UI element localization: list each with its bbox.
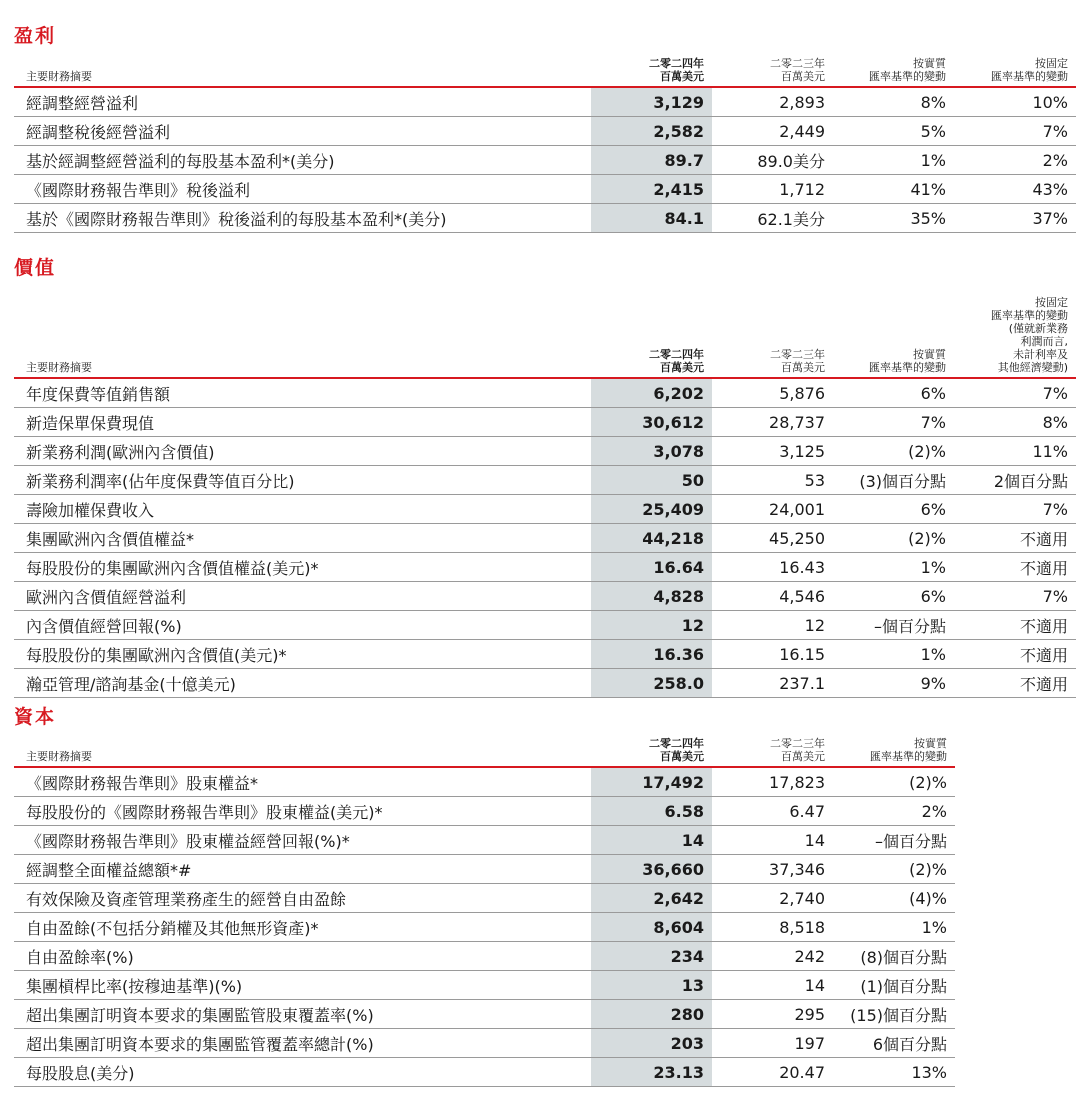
column-header-constant-rate: 按固定 匯率基準的變動 [991,57,1068,83]
table-row [14,855,955,884]
change-actual-rate: (3)個百分點 [833,466,954,495]
table-row [14,553,1076,582]
change-constant-rate: 不適用 [954,524,1076,553]
value-2024: 13 [591,971,712,1000]
value-2023: 20.47 [712,1058,833,1087]
table-row [14,87,1076,117]
change-actual-rate: 1% [833,553,954,582]
table-row [14,408,1076,437]
table-row [14,611,1076,640]
change-actual-rate: 7% [833,408,954,437]
change-actual-rate: 35% [833,204,954,233]
value-2024: 2,582 [591,117,712,146]
change-constant-rate: 10% [954,87,1076,117]
table-row [14,1058,955,1087]
value-2024: 3,078 [591,437,712,466]
value-2023: 12 [712,611,833,640]
row-label: 內含價值經營回報(%) [14,611,591,640]
row-label: 《國際財務報告準則》股東權益* [14,767,591,797]
value-2024: 36,660 [591,855,712,884]
change-actual-rate: 1% [833,146,954,175]
table-row [14,1000,955,1029]
change-actual-rate: 1% [833,640,954,669]
row-label: 經調整全面權益總額*# [14,855,591,884]
row-label: 每股股份的集團歐洲內含價值(美元)* [14,640,591,669]
row-label: 新業務利潤率(佔年度保費等值百分比) [14,466,591,495]
value-2024: 4,828 [591,582,712,611]
table-row [14,913,955,942]
change-actual-rate: (2)% [833,767,955,797]
table-row [14,826,955,855]
value-2023: 1,712 [712,175,833,204]
change-constant-rate: 2個百分點 [954,466,1076,495]
column-header-actual-rate: 按實質 匯率基準的變動 [869,348,946,374]
value-2023: 28,737 [712,408,833,437]
row-label: 自由盈餘(不包括分銷權及其他無形資產)* [14,913,591,942]
value-2023: 2,893 [712,87,833,117]
value-2023: 37,346 [712,855,833,884]
row-label: 壽險加權保費收入 [14,495,591,524]
column-header-actual-rate: 按實質 匯率基準的變動 [870,737,947,763]
column-header-2024: 二零二四年 百萬美元 [649,57,704,83]
row-label: 每股股份的集團歐洲內含價值權益(美元)* [14,553,591,582]
value-2023: 14 [712,826,833,855]
table-row [14,1029,955,1058]
value-2023: 2,740 [712,884,833,913]
table-row [14,437,1076,466]
change-actual-rate: (8)個百分點 [833,942,955,971]
value-table [14,282,1076,698]
value-2024: 12 [591,611,712,640]
change-actual-rate: 9% [833,669,954,698]
table-row [14,204,1076,233]
table-row [14,117,1076,146]
value-2023: 45,250 [712,524,833,553]
row-label: 《國際財務報告準則》稅後溢利 [14,175,591,204]
table-row [14,582,1076,611]
row-label: 經調整經營溢利 [14,87,591,117]
profit-table [14,50,1076,233]
column-header-label: 主要財務摘要 [26,361,92,374]
section-title-value: 價值 [14,257,57,279]
value-2024: 258.0 [591,669,712,698]
row-label: 年度保費等值銷售額 [14,378,591,408]
change-constant-rate: 8% [954,408,1076,437]
row-label: 瀚亞管理/諮詢基金(十億美元) [14,669,591,698]
row-label: 超出集團訂明資本要求的集團監管股東覆蓋率(%) [14,1000,591,1029]
row-label: 集團槓桿比率(按穆迪基準)(%) [14,971,591,1000]
value-2024: 23.13 [591,1058,712,1087]
row-label: 集團歐洲內含價值權益* [14,524,591,553]
value-2023: 3,125 [712,437,833,466]
value-2024: 16.36 [591,640,712,669]
table-row [14,767,955,797]
row-label: 每股股息(美分) [14,1058,591,1087]
value-2024: 84.1 [591,204,712,233]
table-row [14,640,1076,669]
row-label: 自由盈餘率(%) [14,942,591,971]
value-2023: 89.0美分 [712,146,833,175]
row-label: 基於經調整經營溢利的每股基本盈利*(美分) [14,146,591,175]
column-header-2023: 二零二三年 百萬美元 [770,57,825,83]
value-2024: 6.58 [591,797,712,826]
change-actual-rate: 5% [833,117,954,146]
table-row [14,669,1076,698]
table-header [14,730,955,767]
change-constant-rate: 不適用 [954,669,1076,698]
value-2023: 2,449 [712,117,833,146]
value-2024: 280 [591,1000,712,1029]
change-constant-rate: 7% [954,117,1076,146]
table-row [14,942,955,971]
value-2023: 295 [712,1000,833,1029]
value-2023: 53 [712,466,833,495]
change-actual-rate: 41% [833,175,954,204]
value-2024: 3,129 [591,87,712,117]
value-2024: 2,642 [591,884,712,913]
change-constant-rate: 7% [954,378,1076,408]
change-constant-rate: 7% [954,582,1076,611]
value-2023: 14 [712,971,833,1000]
capital-table [14,730,955,1087]
table-header [14,282,1076,378]
table-row [14,884,955,913]
change-actual-rate: 6% [833,495,954,524]
table-row [14,524,1076,553]
change-actual-rate: (4)% [833,884,955,913]
change-constant-rate: 7% [954,495,1076,524]
change-actual-rate: (2)% [833,855,955,884]
value-2024: 16.64 [591,553,712,582]
value-2024: 234 [591,942,712,971]
change-actual-rate: (2)% [833,437,954,466]
column-header-2024: 二零二四年 百萬美元 [649,348,704,374]
row-label: 經調整稅後經營溢利 [14,117,591,146]
change-constant-rate: 37% [954,204,1076,233]
value-2023: 17,823 [712,767,833,797]
section-title-profit: 盈利 [14,25,57,47]
change-actual-rate: 2% [833,797,955,826]
value-2023: 16.15 [712,640,833,669]
column-header-label: 主要財務摘要 [26,750,92,763]
change-constant-rate: 不適用 [954,611,1076,640]
value-2024: 14 [591,826,712,855]
value-2023: 62.1美分 [712,204,833,233]
value-2023: 6.47 [712,797,833,826]
value-2023: 4,546 [712,582,833,611]
table-row [14,797,955,826]
change-actual-rate: 6個百分點 [833,1029,955,1058]
change-actual-rate: (2)% [833,524,954,553]
row-label: 基於《國際財務報告準則》稅後溢利的每股基本盈利*(美分) [14,204,591,233]
change-actual-rate: 6% [833,378,954,408]
change-constant-rate: 不適用 [954,553,1076,582]
change-constant-rate: 43% [954,175,1076,204]
value-2023: 242 [712,942,833,971]
table-row [14,495,1076,524]
value-2023: 237.1 [712,669,833,698]
change-actual-rate: –個百分點 [833,611,954,640]
change-actual-rate: 1% [833,913,955,942]
value-2024: 2,415 [591,175,712,204]
change-actual-rate: (1)個百分點 [833,971,955,1000]
value-2024: 203 [591,1029,712,1058]
change-constant-rate: 不適用 [954,640,1076,669]
value-2024: 50 [591,466,712,495]
column-header-constant-rate: 按固定 匯率基準的變動 (僅就新業務 利潤而言, 未計利率及 其他經濟變動) [991,296,1068,374]
column-header-2023: 二零二三年 百萬美元 [770,737,825,763]
row-label: 歐洲內含價值經營溢利 [14,582,591,611]
value-2023: 8,518 [712,913,833,942]
table-row [14,378,1076,408]
section-title-capital: 資本 [14,706,57,728]
value-2024: 17,492 [591,767,712,797]
change-actual-rate: –個百分點 [833,826,955,855]
change-constant-rate: 11% [954,437,1076,466]
column-header-2024: 二零二四年 百萬美元 [649,737,704,763]
table-row [14,146,1076,175]
change-actual-rate: 6% [833,582,954,611]
change-actual-rate: 13% [833,1058,955,1087]
value-2023: 24,001 [712,495,833,524]
row-label: 每股股份的《國際財務報告準則》股東權益(美元)* [14,797,591,826]
column-header-actual-rate: 按實質 匯率基準的變動 [869,57,946,83]
change-actual-rate: (15)個百分點 [833,1000,955,1029]
table-row [14,175,1076,204]
table-row [14,971,955,1000]
value-2024: 6,202 [591,378,712,408]
column-header-2023: 二零二三年 百萬美元 [770,348,825,374]
change-actual-rate: 8% [833,87,954,117]
value-2024: 30,612 [591,408,712,437]
value-2024: 89.7 [591,146,712,175]
value-2024: 44,218 [591,524,712,553]
change-constant-rate: 2% [954,146,1076,175]
table-header [14,50,1076,87]
column-header-label: 主要財務摘要 [26,70,92,83]
row-label: 新業務利潤(歐洲內含價值) [14,437,591,466]
value-2023: 16.43 [712,553,833,582]
row-label: 《國際財務報告準則》股東權益經營回報(%)* [14,826,591,855]
value-2024: 25,409 [591,495,712,524]
row-label: 有效保險及資產管理業務產生的經營自由盈餘 [14,884,591,913]
value-2023: 197 [712,1029,833,1058]
row-label: 超出集團訂明資本要求的集團監管覆蓋率總計(%) [14,1029,591,1058]
value-2023: 5,876 [712,378,833,408]
value-2024: 8,604 [591,913,712,942]
table-row [14,466,1076,495]
row-label: 新造保單保費現值 [14,408,591,437]
